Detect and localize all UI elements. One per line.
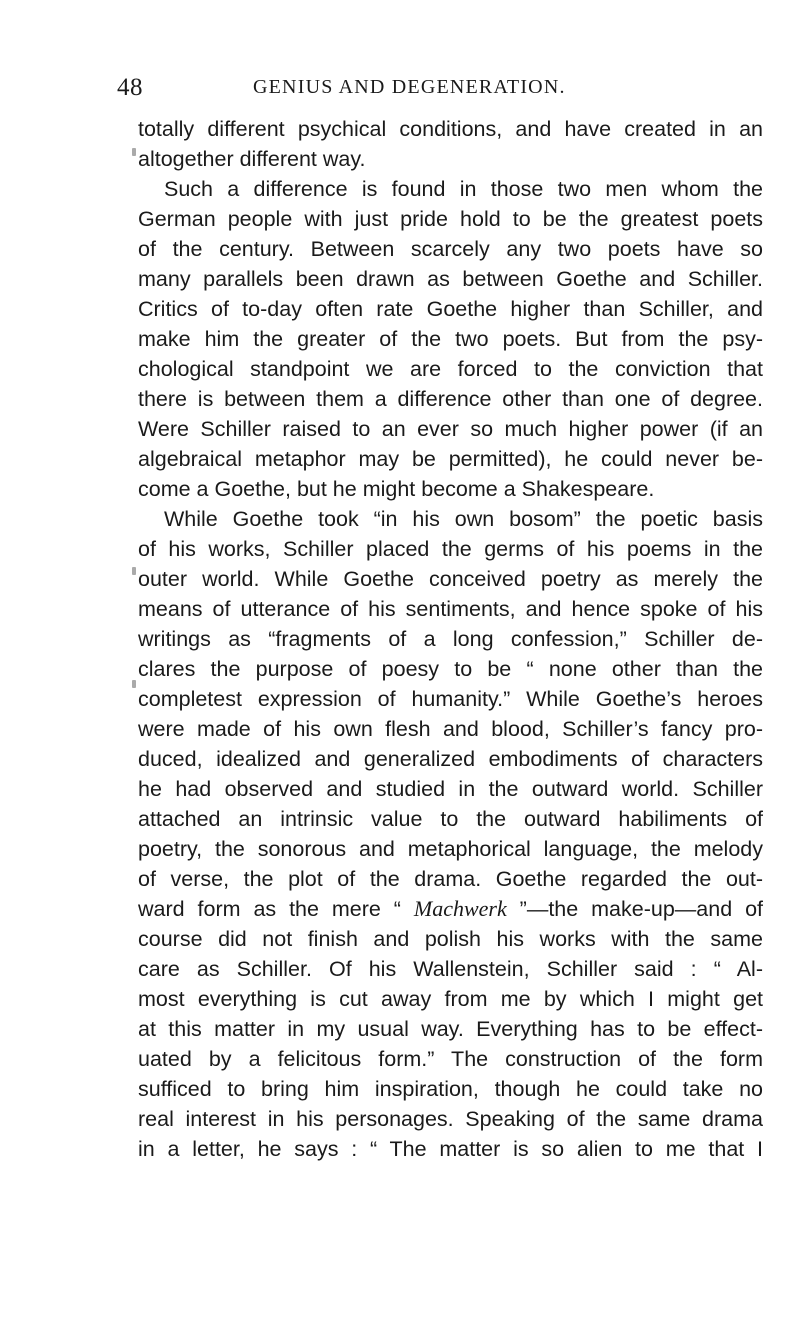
text-line <box>138 894 763 924</box>
italic-term: Machwerk <box>413 896 507 921</box>
text-line: care as Schiller. Of his Wallenstein, Schiller said : “ Al- <box>138 957 763 981</box>
text-line: most everything is cut away from me by which I might get <box>138 987 763 1011</box>
text-line: of the century. Between scarcely any two poets have so <box>138 237 763 261</box>
text-line: outer world. While Goethe conceived poetry as merely the <box>138 567 763 591</box>
page-header <box>0 74 800 104</box>
running-head: GENIUS AND DEGENERATION. <box>253 76 566 98</box>
text-line: there is between them a difference other than one of degree. <box>138 387 763 411</box>
text-line: German people with just pride hold to be the greatest poets <box>138 207 763 231</box>
text-line: altogether different way. <box>138 147 366 171</box>
text-line: at this matter in my usual way. Everything has to be effect- <box>138 1017 763 1041</box>
text-line: duced, idealized and generalized embodiments of characters <box>138 747 763 771</box>
text-fragment: ”—the make-up—and of <box>506 897 763 921</box>
text-line: chological standpoint we are forced to the conviction that <box>138 357 763 381</box>
text-line: attached an intrinsic value to the outward habiliments of <box>138 807 763 831</box>
text-line: many parallels been drawn as between Goethe and Schiller. <box>138 267 763 291</box>
text-line: algebraical metaphor may be permitted), he could never be- <box>138 447 763 471</box>
text-line: course did not finish and polish his works with the same <box>138 927 763 951</box>
text-line: writings as “fragments of a long confession,” Schiller de- <box>138 627 763 651</box>
text-line: Critics of to-day often rate Goethe higher than Schiller, and <box>138 297 763 321</box>
text-line: were made of his own flesh and blood, Schiller’s fancy pro- <box>138 717 763 741</box>
text-line: of his works, Schiller placed the germs of his poems in the <box>138 537 763 561</box>
text-line: While Goethe took “in his own bosom” the poetic basis <box>164 507 763 531</box>
print-speck <box>132 148 136 156</box>
text-line: sufficed to bring him inspiration, though he could take no <box>138 1077 763 1101</box>
body-text <box>138 114 763 1164</box>
text-line: uated by a felicitous form.” The construction of the form <box>138 1047 763 1071</box>
text-line: completest expression of humanity.” While Goethe’s heroes <box>138 687 763 711</box>
text-line: in a letter, he says : “ The matter is so alien to me that I <box>138 1137 763 1161</box>
text-line: real interest in his personages. Speaking of the same drama <box>138 1107 763 1131</box>
text-line: clares the purpose of poesy to be “ none other than the <box>138 657 763 681</box>
text-line: come a Goethe, but he might become a Shakespeare. <box>138 477 655 501</box>
print-speck <box>132 567 136 575</box>
print-speck <box>132 680 136 688</box>
text-line: Such a difference is found in those two men whom the <box>164 177 763 201</box>
text-line: means of utterance of his sentiments, and hence spoke of his <box>138 597 763 621</box>
text-line: make him the greater of the two poets. But from the psy- <box>138 327 763 351</box>
text-line: poetry, the sonorous and metaphorical language, the melody <box>138 837 763 861</box>
text-line: Were Schiller raised to an ever so much higher power (if an <box>138 417 763 441</box>
page-number: 48 <box>117 74 143 101</box>
text-fragment: ward form as the mere “ <box>138 897 414 921</box>
text-line: totally different psychical conditions, and have created in an <box>138 117 763 141</box>
text-line: he had observed and studied in the outward world. Schiller <box>138 777 763 801</box>
text-line: of verse, the plot of the drama. Goethe regarded the out- <box>138 867 763 891</box>
